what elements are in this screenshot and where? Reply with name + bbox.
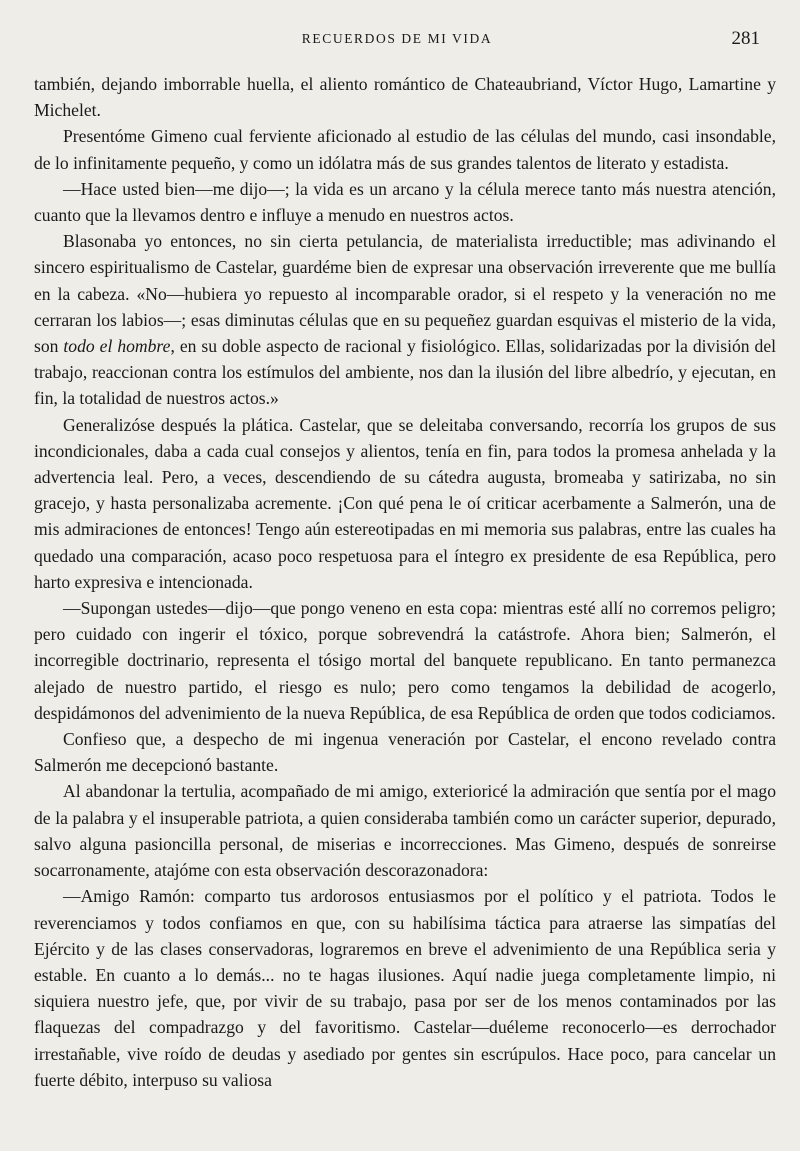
paragraph-4 [34,228,776,411]
paragraph-5: Generalizóse después la plática. Castelar, que se deleitaba conversando, recorría los grupos de sus incondicionales, daba a cada cual consejos y alientos, tenía en fin, para todos la promesa anhelada y la advertencia leal. Pero, a veces, descendiendo de su cátedra augusta, bromeaba y satirizaba, no sin gracejo, y hasta personalizaba acremente. ¡Con qué pena le oí criticar acerbamente a Salmerón, una de mis admiraciones de entonces! Tengo aún estereotipadas en mi memoria sus palabras, entre las cuales ha quedado una comparación, acaso poco respetuosa para el íntegro ex presidente de esa República, pero harto expresiva e intencionada. [34,414,776,592]
paragraph-7: Confieso que, a despecho de mi ingenua veneración por Castelar, el encono revelado contra Salmerón me decepcionó bastante. [34,729,776,776]
body-text [34,71,776,1093]
paragraph-4-text-before: Blasonaba yo entonces, no sin cierta petulancia, de materialista irreductible; mas adivinando el sincero espiritualismo de Castelar, guardéme bien de expresar una observación irreverente que me bullía en la cabeza. «No—hubiera yo repuesto al incomparable orador, si el respeto y la veneración no me cerraran los labios—; esas diminutas células que en su pequeñez guardan esquivas el misterio de la vida, son [34,231,776,357]
running-header [34,28,760,53]
paragraph-3: —Hace usted bien—me dijo—; la vida es un arcano y la célula merece tanto más nuestra atención, cuanto que la llevamos dentro e influye a menudo en nuestros actos. [34,178,776,226]
paragraph-4-text-after: , en su doble aspecto de racional y fisiológico. Ellas, solidarizadas por la división del trabajo, reaccionan contra los estímulos del ambiente, nos dan la ilusión del libre albedrío, y ejecutan, en fin, la totalidad de nuestros actos.» [34,336,777,409]
running-title: RECUERDOS DE MI VIDA [301,31,493,46]
paragraph-2: Presentóme Gimeno cual ferviente aficionado al estudio de las células del mundo, casi insondable, de lo infinitamente pequeño, y como un idólatra más de sus grandes talentos de literato y estadista. [34,126,776,173]
page-number: 281 [731,28,760,49]
paragraph-8: Al abandonar la tertulia, acompañado de mi amigo, exterioricé la admiración que sentía por el mago de la palabra y el insuperable patriota, a quien consideraba también como un carácter superior, depurado, salvo alguna pasioncilla personal, de miserias e incorrecciones. Mas Gimeno, después de sonreirse socarronamente, atajóme con esta observación descorazonadora: [34,781,776,881]
paragraph-6: —Supongan ustedes—dijo—que pongo veneno en esta copa: mientras esté allí no corremos peligro; pero cuidado con ingerir el tóxico, porque sobrevendrá la catástrofe. Ahora bien; Salmerón, el incorregible doctrinario, representa el tósigo mortal del banquete republicano. En tanto permanezca alejado de nuestro partido, el riesgo es nulo; pero como tengamos la debilidad de acogerlo, despidámonos del advenimiento de la nueva República, de esa República de orden que todos codiciamos. [34,598,776,723]
paragraph-9: —Amigo Ramón: comparto tus ardorosos entusiasmos por el político y el patriota. Todos le reverenciamos y todos confiamos en que, con su habilísima táctica para atraerse las simpatías del Ejército y de las clases conservadoras, lograremos en breve el advenimiento de una República seria y estable. En cuanto a lo demás... no te hagas ilusiones. Aquí nadie juega completamente limpio, ni siquiera nuestro jefe, que, por vivir de su trabajo, pasa por ser de los menos contaminados por las flaquezas del compadrazgo y del favoritismo. Castelar—duéleme reconocerlo—es derrochador irrestañable, vive roído de deudas y asediado por gentes sin escrúpulos. Hace poco, para cancelar un fuerte débito, interpuso su valiosa [34,886,776,1090]
italic-phrase: todo el hombre [63,336,171,357]
paragraph-1: también, dejando imborrable huella, el aliento romántico de Chateaubriand, Víctor Hugo, Lamartine y Michelet. [34,74,776,121]
